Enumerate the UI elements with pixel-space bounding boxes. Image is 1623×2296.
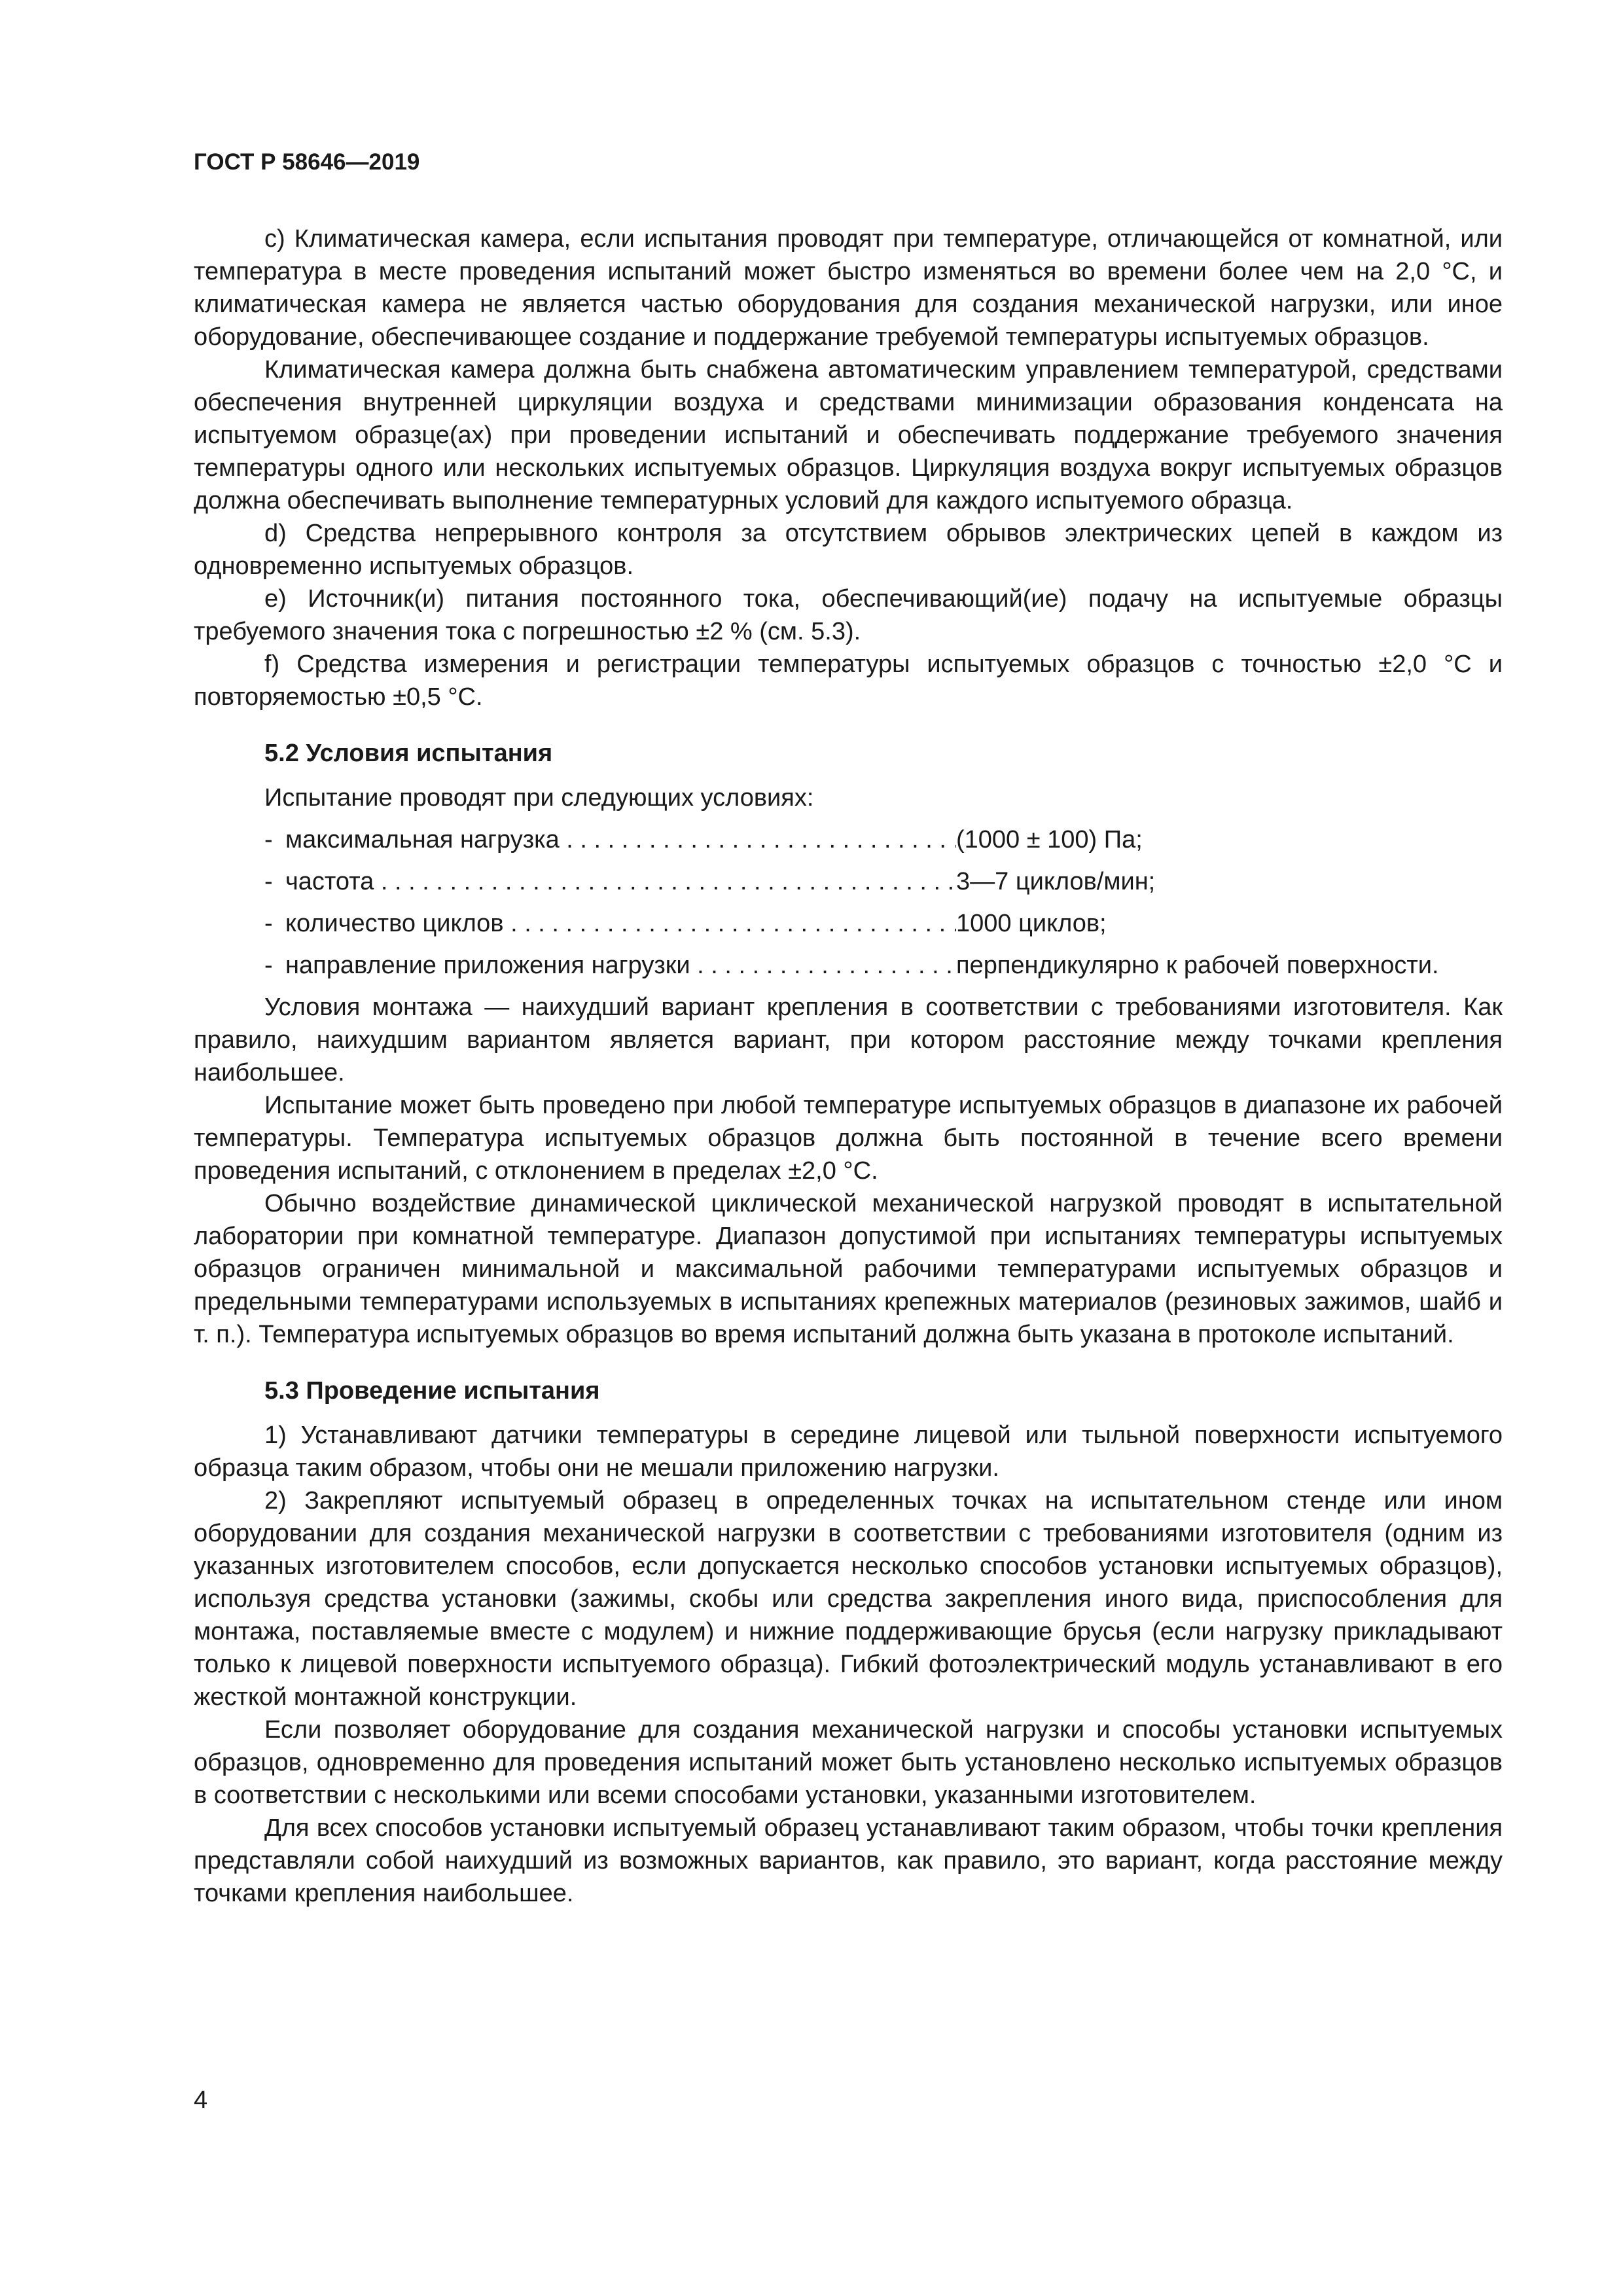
paragraph-item-f: f) Средства измерения и регистрации температуры испытуемых образцов с точностью ±2,0 °С и повторяемостью ±0,5 °С. <box>194 651 1503 711</box>
document-code-header: ГОСТ Р 58646—2019 <box>194 149 420 175</box>
list-dash: - <box>264 826 273 853</box>
paragraph-worst-case-mounting: Для всех способов установки испытуемый образец устанавливают таким образом, чтобы точки крепления представляли собой наихудший из возможных вариантов, как правило, это вариант, когда расстояние между точками крепления наибольшее. <box>194 1814 1503 1907</box>
paragraph-item-e: e) Источник(и) питания постоянного тока, обеспечивающий(ие) подачу на испытуемые образцы требуемого значения тока с погрешностью ±2 % (см. 5.3). <box>194 585 1503 645</box>
paragraph-item-c: c) Климатическая камера, если испытания проводят при температуре, отличающейся от комнатной, или температура в месте проведения испытаний может быстро изменяться во времени более чем на 2,0 °С, и климатическая камера не является частью оборудования для создания механической нагрузки, или иное оборудование, обеспечивающее создание и поддержание требуемой температуры испытуемых образцов. <box>194 225 1503 351</box>
paragraph-multiple-samples: Если позволяет оборудование для создания механической нагрузки и способы установки испытуемых образцов, одновременно для проведения испытаний может быть установлено несколько испытуемых образцов в соответствии с несколькими или всеми способами установки, указанными изготовителем. <box>194 1716 1503 1809</box>
condition-label: максимальная нагрузка . . . <box>285 823 956 856</box>
paragraph-test-temperature: Испытание может быть проведено при любой температуре испытуемых образцов в диапазоне их рабочей температуры. Температура испытуемых образцов должна быть постоянной в течение всего времени проведения испытаний, с отклонением в пределах ±2,0 °С. <box>194 1092 1503 1185</box>
paragraph-temperature-range: Обычно воздействие динамической циклической механической нагрузкой проводят в испытательной лаборатории при комнатной температуре. Диапазон допустимой при испытаниях температуры испытуемых образцов ограничен минимальной и максимальной рабочими температурами испытуемых образцов и предельными температурами используемых в испытаниях крепежных материалов (резиновых зажимов, шайб и т. п.). Температура испытуемых образцов во время испытаний должна быть указана в протоколе испытаний. <box>194 1190 1503 1348</box>
condition-label: частота . . . <box>285 865 956 898</box>
paragraph-step-1: 1) Устанавливают датчики температуры в середине лицевой или тыльной поверхности испытуемого образца таким образом, чтобы они не мешали приложению нагрузки. <box>194 1422 1503 1482</box>
condition-value: перпендикулярно к рабочей поверхности. <box>956 952 1439 979</box>
condition-label: направление приложения нагрузки . . . <box>285 949 956 982</box>
list-dash: - <box>264 952 273 979</box>
page-number: 4 <box>194 2087 208 2114</box>
paragraph-climate-chamber: Климатическая камера должна быть снабжена автоматическим управлением температурой, средствами обеспечения внутренней циркуляции воздуха и средствами минимизации образования конденсата на испытуемом образце(ах) при проведении испытаний и обеспечивать поддержание требуемого значения температуры одного или нескольких испытуемых образцов. Циркуляция воздуха вокруг испытуемых образцов должна обеспечивать выполнение температурных условий для каждого испытуемого образца. <box>194 356 1503 514</box>
section-heading-5-2: 5.2 Условия испытания <box>264 740 553 767</box>
condition-value: 1000 циклов; <box>956 910 1107 937</box>
conditions-intro: Испытание проводят при следующих условиях: <box>264 784 814 812</box>
list-dash: - <box>264 910 273 937</box>
document-body <box>194 223 1503 1910</box>
condition-row <box>194 907 1503 940</box>
paragraph-item-d: d) Средства непрерывного контроля за отсутствием обрывов электрических цепей в каждом из одновременно испытуемых образцов. <box>194 520 1503 580</box>
list-dash: - <box>264 868 273 895</box>
condition-row <box>194 865 1503 898</box>
condition-label: количество циклов . . . <box>285 907 956 940</box>
condition-value: (1000 ± 100) Па; <box>956 826 1143 853</box>
paragraph-mounting-conditions: Условия монтажа — наихудший вариант крепления в соответствии с требованиями изготовителя. Как правило, наихудшим вариантом является вариант, при котором расстояние между точками крепления наибольшее. <box>194 994 1503 1086</box>
condition-row <box>194 949 1503 982</box>
condition-row <box>194 823 1503 856</box>
condition-value: 3—7 циклов/мин; <box>956 868 1156 895</box>
section-heading-5-3: 5.3 Проведение испытания <box>264 1377 600 1405</box>
paragraph-step-2: 2) Закрепляют испытуемый образец в определенных точках на испытательном стенде или ином оборудовании для создания механической нагрузки в соответствии с требованиями изготовителя (одним из указанных изготовителем способов, если допускается несколько способов установки испытуемых образцов), используя средства установки (зажимы, скобы или средства закрепления иного вида, приспособления для монтажа, поставляемые вместе с модулем) и нижние поддерживающие брусья (если нагрузку прикладывают только к лицевой поверхности испытуемого образца). Гибкий фотоэлектрический модуль устанавливают в его жесткой монтажной конструкции. <box>194 1487 1503 1711</box>
